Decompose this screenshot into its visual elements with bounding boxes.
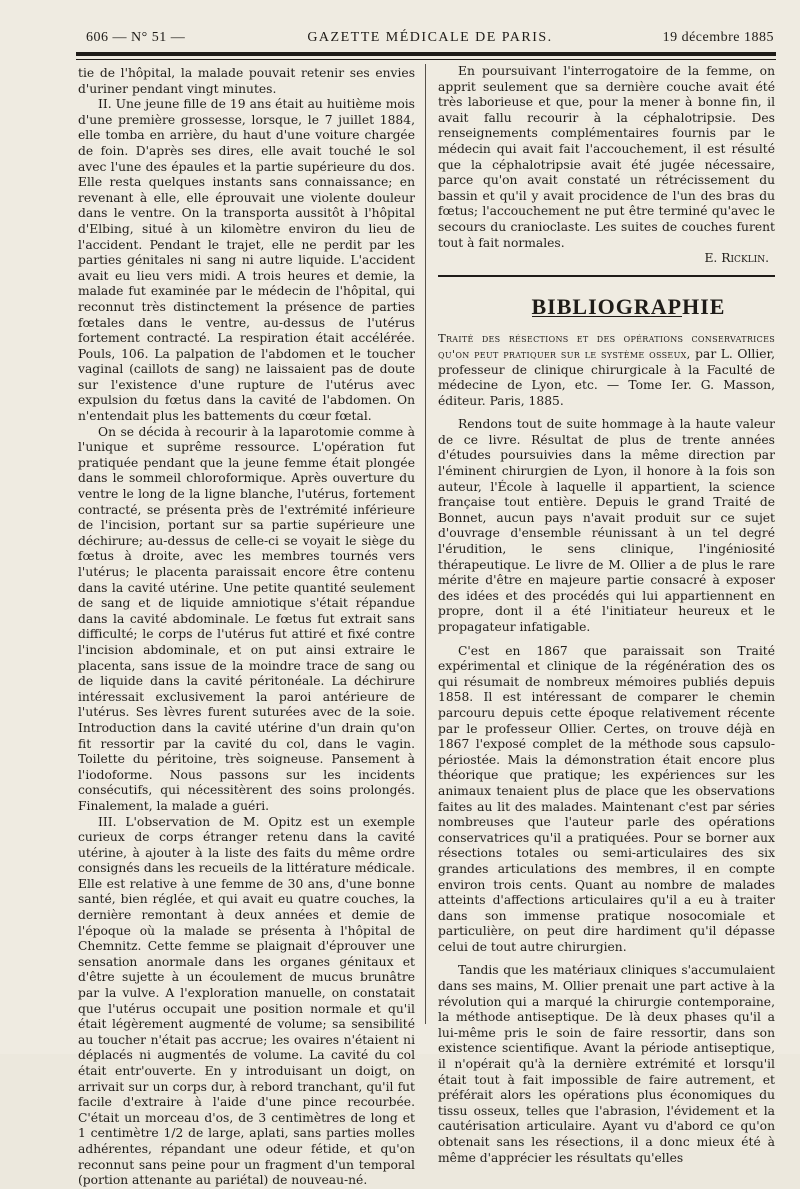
header-rule-thin: [76, 59, 776, 60]
author-signature: E. Ricklin.: [704, 251, 769, 266]
section-title: BIBLIOGRAPHIE: [531, 293, 726, 319]
page-number: 606 — N° 51 —: [86, 30, 186, 45]
header-rule-thick: [76, 52, 776, 56]
right-column: [438, 64, 775, 1174]
paragraph: II. Une jeune fille de 19 ans était au huitième mois d'une première grossesse, lorsque, le 7 juillet 1884, elle tomba en arrière, du haut d'une voiture chargée de foin. D'après ses dires, elle avait touché le sol avec l'une des épaules et la partie supérieure du dos. Elle resta quelques instants sans connaissance; en revenant à elle, elle éprouvait une violente douleur dans le ventre. On la transporta aussitôt à l'hôpital d'Elbing, situé à un kilomètre environ du lieu de l'accident. Pendant le trajet, elle ne perdit par les parties génitales ni sang ni autre liquide. L'accident avait eu lieu vers midi. A trois heures et demie, la malade fut examinée par le médecin de l'hôpital, qui reconnut très distinctement la présence de parties fœtales dans le ventre, au-dessus de l'utérus fortement contracté. La respiration était accélérée. Pouls, 106. La palpation de l'abdomen et le toucher vaginal (caillots de sang) ne laissaient pas de doute sur l'existence d'une rupture de l'utérus avec expulsion du fœtus dans la cavité de l'abdomen. On n'entendait plus les battements du cœur fœtal.: [78, 97, 415, 424]
column-divider: [425, 64, 426, 1024]
journal-title: GAZETTE MÉDICALE DE PARIS.: [307, 30, 553, 45]
book-reference: [438, 331, 775, 409]
book-title: Traité des résections et des opérations conservatrices qu'on peut pratiquer sur le système osseux,: [438, 331, 775, 361]
left-column: [78, 66, 415, 1189]
paragraph: tie de l'hôpital, la malade pouvait retenir ses envies d'uriner pendant vingt minutes.: [78, 66, 415, 96]
issue-date: 19 décembre 1885: [662, 30, 774, 45]
paragraph: III. L'observation de M. Opitz est un exemple curieux de corps étranger retenu dans la cavité utérine, à ajouter à la liste des faits du même ordre consignés dans les recueils de la littérature médicale. Elle est relative à une femme de 30 ans, d'une bonne santé, bien réglée, et qui avait eu quatre couches, la dernière remontant à deux années et demie de l'époque où la malade se présenta à l'hôpital de Chemnitz. Cette femme se plaignait d'éprouver une sensation anormale dans les organes génitaux et d'être sujette à un écoulement de mucus brunâtre par la vulve. A l'exploration manuelle, on constatait que l'utérus occupait une position normale et qu'il était légèrement augmenté de volume; sa sensibilité au toucher n'était pas accrue; les ovaires n'étaient ni déplacés ni augmentés de volume. La cavité du col était entr'ouverte. En y introduisant un doigt, on arrivait sur un corps dur, à rebord tranchant, qu'il fut facile d'extraire à l'aide d'une pince recourbée. C'était un morceau d'os, de 3 centimètres de long et 1 centimètre 1/2 de large, aplati, sans parties molles adhérentes, répandant une odeur fétide, et qu'on reconnut sans peine pour un fragment d'un temporal (portion attenante au pariétal) de nouveau-né.: [78, 814, 415, 1188]
paragraph: C'est en 1867 que paraissait son Traité expérimental et clinique de la régénération des os qui résumait de nombreux mémoires publiés depuis 1858. Il est intéressant de comparer le chemin parcouru depuis cette époque relativement récente par le professeur Ollier. Certes, on trouve déjà en 1867 l'exposé complet de la méthode sous capsulo-périostée. Mais la démonstration était encore plus théorique que pratique; les expériences sur les animaux tenaient plus de place que les observations faites au lit des malades. Maintenant c'est par séries nombreuses que l'auteur parle des opérations conservatrices qu'il a pratiquées. Pour se borner aux résections totales ou semi-articulaires des six grandes articulations des membres, il en compte environ trois cents. Quant au nombre de malades atteints d'affections articulaires qu'il a eu à traiter dans son immense pratique nosocomiale et particulière, on peut dire hardiment qu'il dépasse celui de tout autre chirurgien.: [438, 643, 775, 954]
paragraph: En poursuivant l'interrogatoire de la femme, on apprit seulement que sa dernière couche avait été très laborieuse et que, pour la mener à bonne fin, il avait fallu recourir à la céphalotripsie. Des renseignements complémentaires fournis par le médecin qui avait fait l'accouchement, il est résulté que la céphalotripsie avait été jugée nécessaire, parce qu'on avait constaté un rétrécissement du bassin et qu'il y avait procidence de l'un des bras du fœtus; l'accouchement ne put être terminé qu'avec le secours du cranioclaste. Les suites de couches furent tout à fait normales.: [438, 64, 775, 250]
paragraph: Tandis que les matériaux cliniques s'accumulaient dans ses mains, M. Ollier prenait une part active à la révolution qui a marqué la chirurgie contemporaine, la méthode antiseptique. De là deux phases qu'il a lui-même pris le soin de faire ressortir, dans son existence scientifique. Avant la période antiseptique, il n'opérait qu'à la dernière extrémité et lorsqu'il était tout à fait impossible de faire autrement, et préférait alors les opérations plus économiques du tissu osseux, telles que l'abrasion, l'évidement et la cautérisation articulaire. Ayant vu d'abord ce qu'on obtenait sans les résections, il a donc mieux été à même d'apprécier les résultats qu'elles: [438, 963, 775, 1165]
section-rule: [438, 275, 775, 277]
paragraph: Rendons tout de suite hommage à la haute valeur de ce livre. Résultat de plus de trente années d'études poursuivies dans la même direction par l'éminent chirurgien de Lyon, il honore à la fois son auteur, l'École à laquelle il appartient, la science française tout entière. Depuis le grand Traité de Bonnet, aucun pays n'avait produit sur ce sujet d'ouvrage d'ensemble réunissant à un tel degré l'érudition, le sens clinique, l'ingéniosité thérapeutique. Le livre de M. Ollier a de plus le rare mérite d'être en majeure partie consacré à exposer des idées et des procédés qui lui appartiennent en propre, dont il a été l'initiateur heureux et le propagateur infatigable.: [438, 417, 775, 634]
paragraph: On se décida à recourir à la laparotomie comme à l'unique et suprême ressource. L'opération fut pratiquée pendant que la jeune femme était plongée dans le sommeil chloroformique. Après ouverture du ventre le long de la ligne blanche, l'utérus, fortement contracté, se présenta près de l'extrémité inférieure de l'incision, portant sur sa partie supérieure une déchirure; au-dessus de celle-ci se voyait le siège du fœtus à droite, avec les membres tournés vers l'utérus; le placenta paraissait encore être contenu dans la cavité utérine. Une petite quantité seulement de sang et de liquide amniotique s'était répandue dans la cavité abdominale. Le fœtus fut extrait sans difficulté; le corps de l'utérus fut attiré et fixé contre l'incision abdominale, et on put ainsi extraire le placenta, sans issue de la moindre trace de sang ou de liquide dans la cavité péritonéale. La déchirure intéressait exclusivement la paroi antérieure de l'utérus. Ses lèvres furent suturées avec de la soie. Introduction dans la cavité utérine d'un drain qu'on fit ressortir par la cavité du col, dans le vagin. Toilette du péritoine, très soigneuse. Pansement à l'iodoforme. Nous passons sur les incidents consécutifs, qui nécessitèrent des soins prolongés. Finalement, la malade a guéri.: [78, 424, 415, 813]
page-header: [86, 30, 774, 52]
book-details: par L. Ollier, professeur de clinique chirurgicale à la Faculté de médecine de Lyon, etc. — Tome Ier. G. Masson, éditeur. Paris, 1885.: [438, 346, 775, 408]
